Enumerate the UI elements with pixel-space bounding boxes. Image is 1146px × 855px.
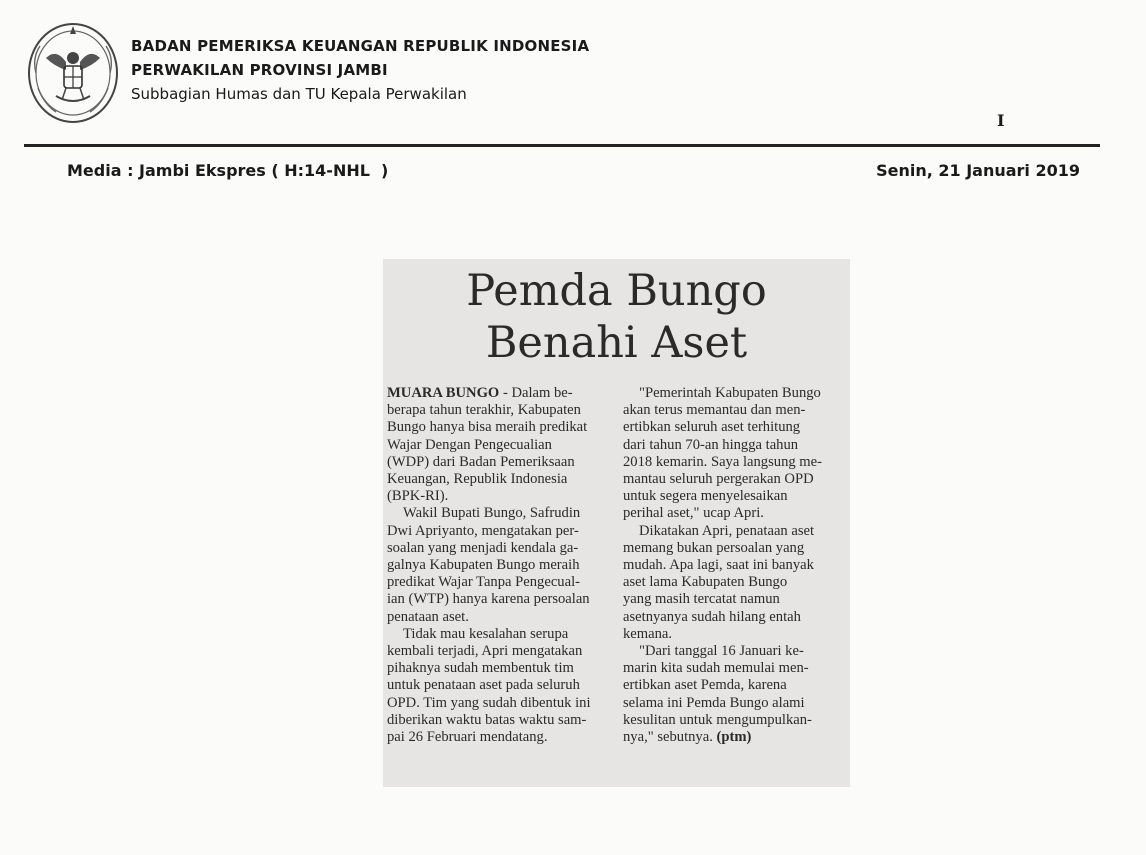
- article-line: penataan aset.: [387, 608, 469, 625]
- article-line: ertibkan seluruh aset terhitung: [623, 419, 801, 436]
- article-line: kembali terjadi, Apri mengatakan: [387, 643, 583, 660]
- article-line: aset lama Kabupaten Bungo: [623, 574, 788, 591]
- publication-date: Senin, 21 Januari 2019: [876, 161, 1080, 180]
- article-line: nya," sebutnya. (ptm): [623, 729, 752, 746]
- article-line: memang bukan persoalan yang: [623, 539, 805, 556]
- article-headline: [383, 265, 850, 369]
- page-mark: I: [997, 111, 1005, 130]
- article-line: mantau seluruh pergerakan OPD: [623, 471, 814, 488]
- headline-line-2: Benahi Aset: [485, 318, 748, 368]
- article-line: diberikan waktu batas waktu sam-: [387, 711, 587, 728]
- dateline: MUARA BUNGO: [387, 385, 500, 401]
- article-line: Wakil Bupati Bungo, Safrudin: [403, 505, 581, 522]
- article-line: pai 26 Februari mendatang.: [387, 729, 548, 746]
- article-line: ertibkan aset Pemda, karena: [623, 677, 787, 694]
- org-subdivision: Subbagian Humas dan TU Kepala Perwakilan: [131, 85, 467, 103]
- article-line: yang masih tercatat namun: [623, 591, 780, 608]
- article-line: ian (WTP) hanya karena persoalan: [387, 591, 590, 608]
- byline: (ptm): [712, 729, 752, 746]
- article-line: 2018 kemarin. Saya langsung me-: [623, 453, 822, 470]
- garuda-emblem-icon: [26, 18, 120, 124]
- article-line: kemana.: [623, 625, 673, 642]
- article-line: perihal aset," ucap Apri.: [623, 505, 764, 522]
- article-line: "Dari tanggal 16 Januari ke-: [639, 643, 804, 660]
- article-line: berapa tahun terakhir, Kabupaten: [387, 402, 581, 419]
- article-line: marin kita sudah memulai men-: [623, 660, 809, 677]
- article-line: Wajar Dengan Pengecualian: [387, 436, 552, 453]
- article-line: (BPK-RI).: [387, 488, 449, 505]
- article-line: (WDP) dari Badan Pemeriksaan: [387, 453, 575, 470]
- article-line: predikat Wajar Tanpa Pengecual-: [387, 574, 580, 591]
- article-line: selama ini Pemda Bungo alami: [623, 694, 805, 711]
- article-line: kesulitan untuk mengumpulkan-: [623, 711, 812, 728]
- headline-line-1: Pemda Bungo: [466, 266, 767, 316]
- article-line: untuk penataan aset pada seluruh: [387, 677, 580, 694]
- article-line: dari tahun 70-an hingga tahun: [623, 436, 799, 453]
- media-source: Media : Jambi Ekspres ( H:14-NHL ): [67, 161, 389, 180]
- org-name: BADAN PEMERIKSA KEUANGAN REPUBLIK INDONESIA: [131, 37, 590, 55]
- organization-header: [131, 34, 589, 106]
- org-branch: PERWAKILAN PROVINSI JAMBI: [131, 61, 388, 79]
- article-line: Bungo hanya bisa meraih predikat: [387, 419, 588, 436]
- article-column-right: [623, 385, 845, 746]
- article-line: soalan yang menjadi kendala ga-: [387, 539, 579, 556]
- article-line: galnya Kabupaten Bungo meraih: [387, 557, 580, 574]
- article-line: pihaknya sudah membentuk tim: [387, 660, 574, 677]
- newspaper-clipping: [383, 259, 850, 787]
- article-line: MUARA BUNGO - Dalam be-: [387, 385, 573, 401]
- article-line: untuk segera menyelesaikan: [623, 488, 788, 505]
- article-line: "Pemerintah Kabupaten Bungo: [639, 385, 821, 401]
- header-divider: [24, 144, 1100, 147]
- article-line: asetnyanya sudah hilang entah: [623, 608, 801, 625]
- article-line: mudah. Apa lagi, saat ini banyak: [623, 557, 814, 574]
- article-line: Keuangan, Republik Indonesia: [387, 471, 568, 488]
- article-line: akan terus memantau dan men-: [623, 402, 806, 419]
- article-line: OPD. Tim yang sudah dibentuk ini: [387, 694, 591, 711]
- article-column-left: [387, 385, 609, 746]
- article-line: Dwi Apriyanto, mengatakan per-: [387, 522, 579, 539]
- article-line: Tidak mau kesalahan serupa: [403, 625, 569, 642]
- article-line: Dikatakan Apri, penataan aset: [639, 522, 815, 539]
